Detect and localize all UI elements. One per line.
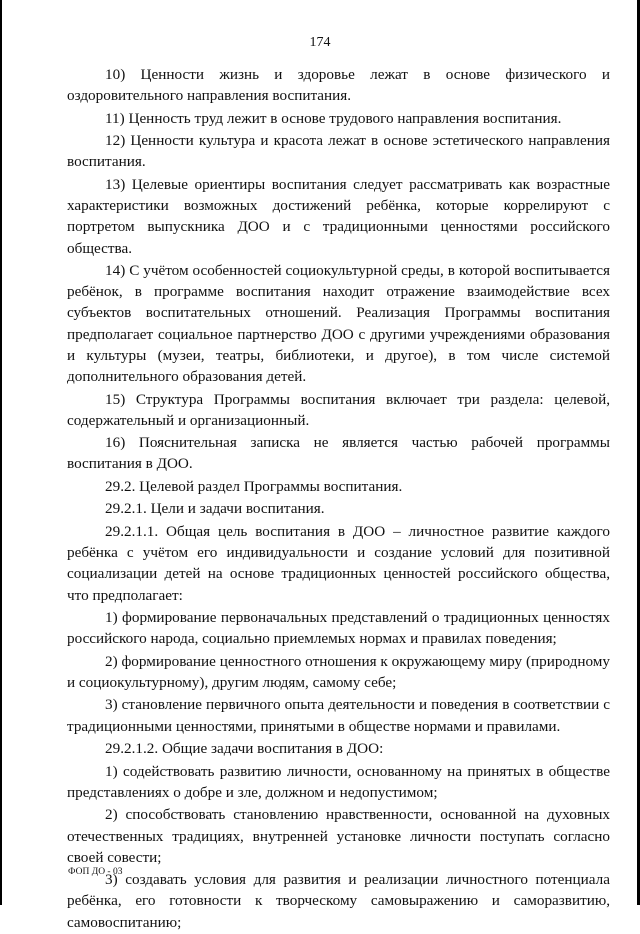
paragraph-explanatory-note: 16) Пояснительная записка не является частью рабочей программы воспитания в ДОО.: [67, 434, 610, 473]
list-item-goal-2: 2) формирование ценностного отношения к окружающему миру (природному и социокультурному), другим людям, самому себе;: [67, 652, 610, 691]
scan-left-edge: [0, 0, 2, 905]
paragraph-target-guidelines: 13) Целевые ориентиры воспитания следует рассматривать как возрастные характеристики возможных достижений ребёнка, которые коррелируют с портретом выпускника ДОО и с традиционными ценностями российского общества.: [67, 175, 610, 257]
subsection-heading-goals: 29.2.1. Цели и задачи воспитания.: [105, 500, 325, 518]
paragraph-sociocultural-environment: 14) С учётом особенностей социокультурной среды, в которой воспитывается ребёнок, в программе воспитания находит отражение взаимодействие всех субъектов воспитательных отношений. Реализация Программы воспитания предполагает социальное партнерство ДОО с другими учреждениями образования и культуры (музеи, театры, библиотеки, и другое), в том числе системой дополнительного образования детей.: [67, 262, 610, 386]
list-item-task-2: 2) способствовать становлению нравственности, основанной на духовных отечественных традициях, внутренней установке личности поступать согласно своей совести;: [67, 806, 610, 866]
paragraph-general-goal: 29.2.1.1. Общая цель воспитания в ДОО – личностное развитие каждого ребёнка с учётом его индивидуальности и создание условий для позитивной социализации детей на основе традиционных ценностей российского общества, что предполагает:: [67, 522, 610, 604]
document-footer: ФОП ДО - 03: [68, 867, 123, 877]
page-number: 174: [309, 35, 331, 50]
paragraph-values-health: 10) Ценности жизнь и здоровье лежат в основе физического и оздоровительного направления воспитания.: [67, 66, 610, 105]
list-item-goal-3: 3) становление первичного опыта деятельности и поведения в соответствии с традиционными ценностями, принятыми в обществе нормами и правилами.: [67, 696, 610, 735]
body-text: [67, 64, 610, 934]
list-item-task-3: 3) создавать условия для развития и реализации личностного потенциала ребёнка, его готовности к творческому самовыражению и саморазвитию, самовоспитанию;: [67, 871, 610, 931]
paragraph-values-culture: 12) Ценности культура и красота лежат в основе эстетического направления воспитания.: [67, 132, 610, 171]
paragraph-value-labor: 11) Ценность труд лежит в основе трудового направления воспитания.: [105, 109, 562, 127]
list-item-task-1: 1) содействовать развитию личности, основанному на принятых в обществе представлениях о добре и зле, должном и недопустимом;: [67, 762, 610, 801]
paragraph-program-structure: 15) Структура Программы воспитания включает три раздела: целевой, содержательный и организационный.: [67, 390, 610, 429]
list-item-goal-1: 1) формирование первоначальных представлений о традиционных ценностях российского народа, социально приемлемых нормах и правилах поведения;: [67, 609, 610, 648]
section-heading-target: 29.2. Целевой раздел Программы воспитания.: [105, 477, 403, 495]
subsection-heading-tasks: 29.2.1.2. Общие задачи воспитания в ДОО:: [105, 740, 384, 758]
